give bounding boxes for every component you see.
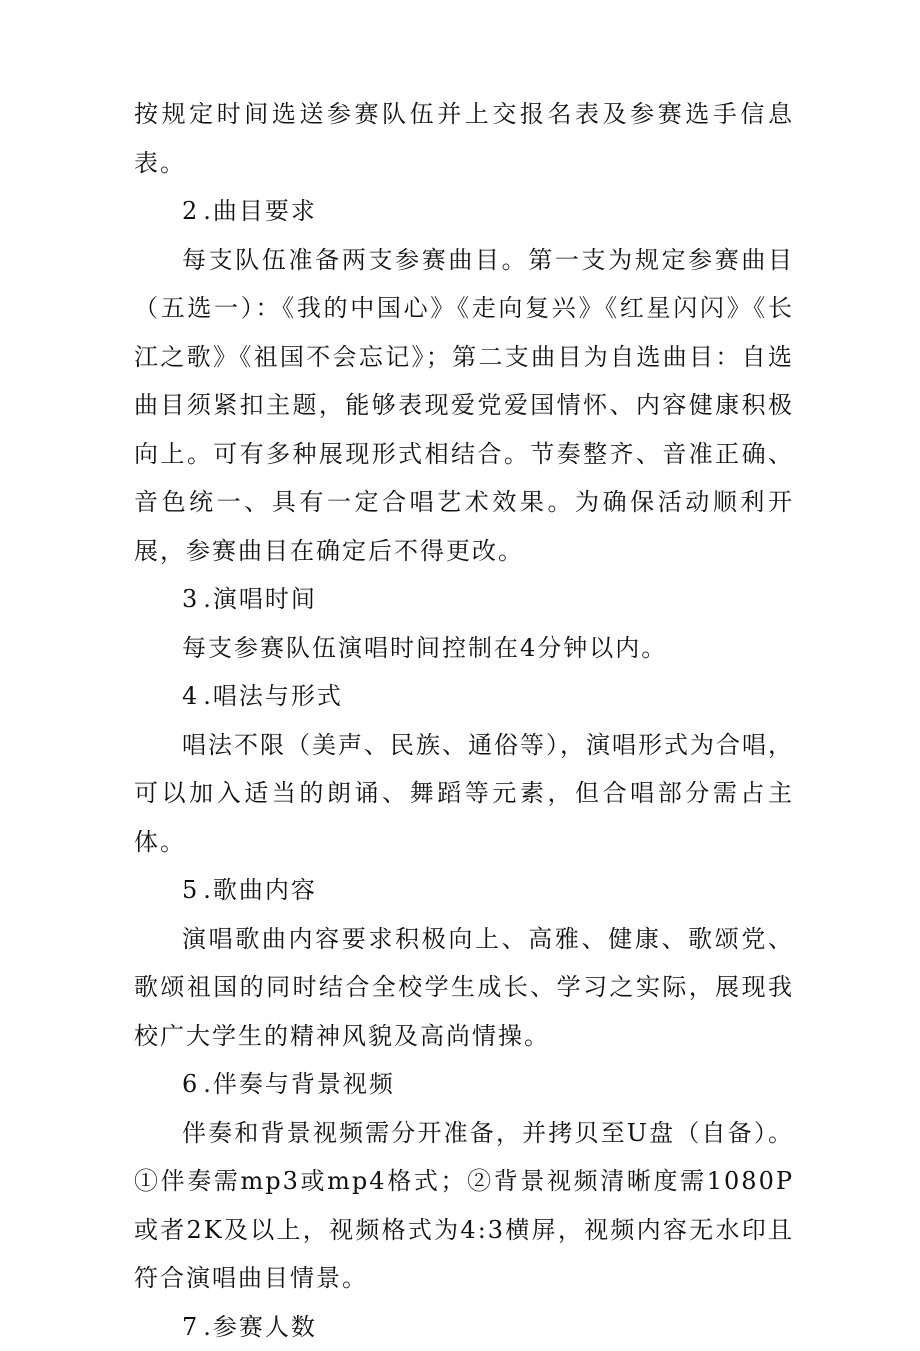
section-heading-2 xyxy=(134,187,794,236)
document-body xyxy=(134,90,794,1351)
section-number: 2 xyxy=(182,187,199,236)
paragraph-performance-time: 每支参赛队伍演唱时间控制在4分钟以内。 xyxy=(134,624,794,673)
paragraph-song-requirements: 每支队伍准备两支参赛曲目。第一支为规定参赛曲目（五选一）：《我的中国心》《走向复兴》《红星闪闪》《长江之歌》《祖国不会忘记》；第二支曲目为自选曲目：自选曲目须紧扣主题，能够表现爱党爱国情怀、内容健康积极向上。可有多种展现形式相结合。节奏整齐、音准正确、音色统一、具有一定合唱艺术效果。为确保活动顺利开展，参赛曲目在确定后不得更改。 xyxy=(134,236,794,576)
section-number: 5 xyxy=(182,866,199,915)
section-title: .演唱时间 xyxy=(203,585,317,613)
section-number: 3 xyxy=(182,575,199,624)
section-title: .伴奏与背景视频 xyxy=(203,1070,395,1098)
paragraph-accompaniment-video: 伴奏和背景视频需分开准备，并拷贝至U盘（自备）。①伴奏需mp3或mp4格式；②背景视频清晰度需1080P或者2K及以上，视频格式为4:3横屏，视频内容无水印且符合演唱曲目情景。 xyxy=(134,1109,794,1303)
section-heading-7 xyxy=(134,1303,794,1351)
paragraph-singing-style: 唱法不限（美声、民族、通俗等），演唱形式为合唱，可以加入适当的朗诵、舞蹈等元素，但合唱部分需占主体。 xyxy=(134,721,794,867)
section-heading-5 xyxy=(134,866,794,915)
section-title: .参赛人数 xyxy=(203,1313,317,1341)
section-number: 6 xyxy=(182,1060,199,1109)
section-title: .歌曲内容 xyxy=(203,876,317,904)
section-heading-3 xyxy=(134,575,794,624)
section-number: 7 xyxy=(182,1303,199,1351)
paragraph-song-content: 演唱歌曲内容要求积极向上、高雅、健康、歌颂党、歌颂祖国的同时结合全校学生成长、学习之实际，展现我校广大学生的精神风貌及高尚情操。 xyxy=(134,915,794,1061)
paragraph-continued: 按规定时间选送参赛队伍并上交报名表及参赛选手信息表。 xyxy=(134,90,794,187)
section-number: 4 xyxy=(182,672,199,721)
section-title: .唱法与形式 xyxy=(203,682,343,710)
section-heading-6 xyxy=(134,1060,794,1109)
section-heading-4 xyxy=(134,672,794,721)
section-title: .曲目要求 xyxy=(203,197,317,225)
